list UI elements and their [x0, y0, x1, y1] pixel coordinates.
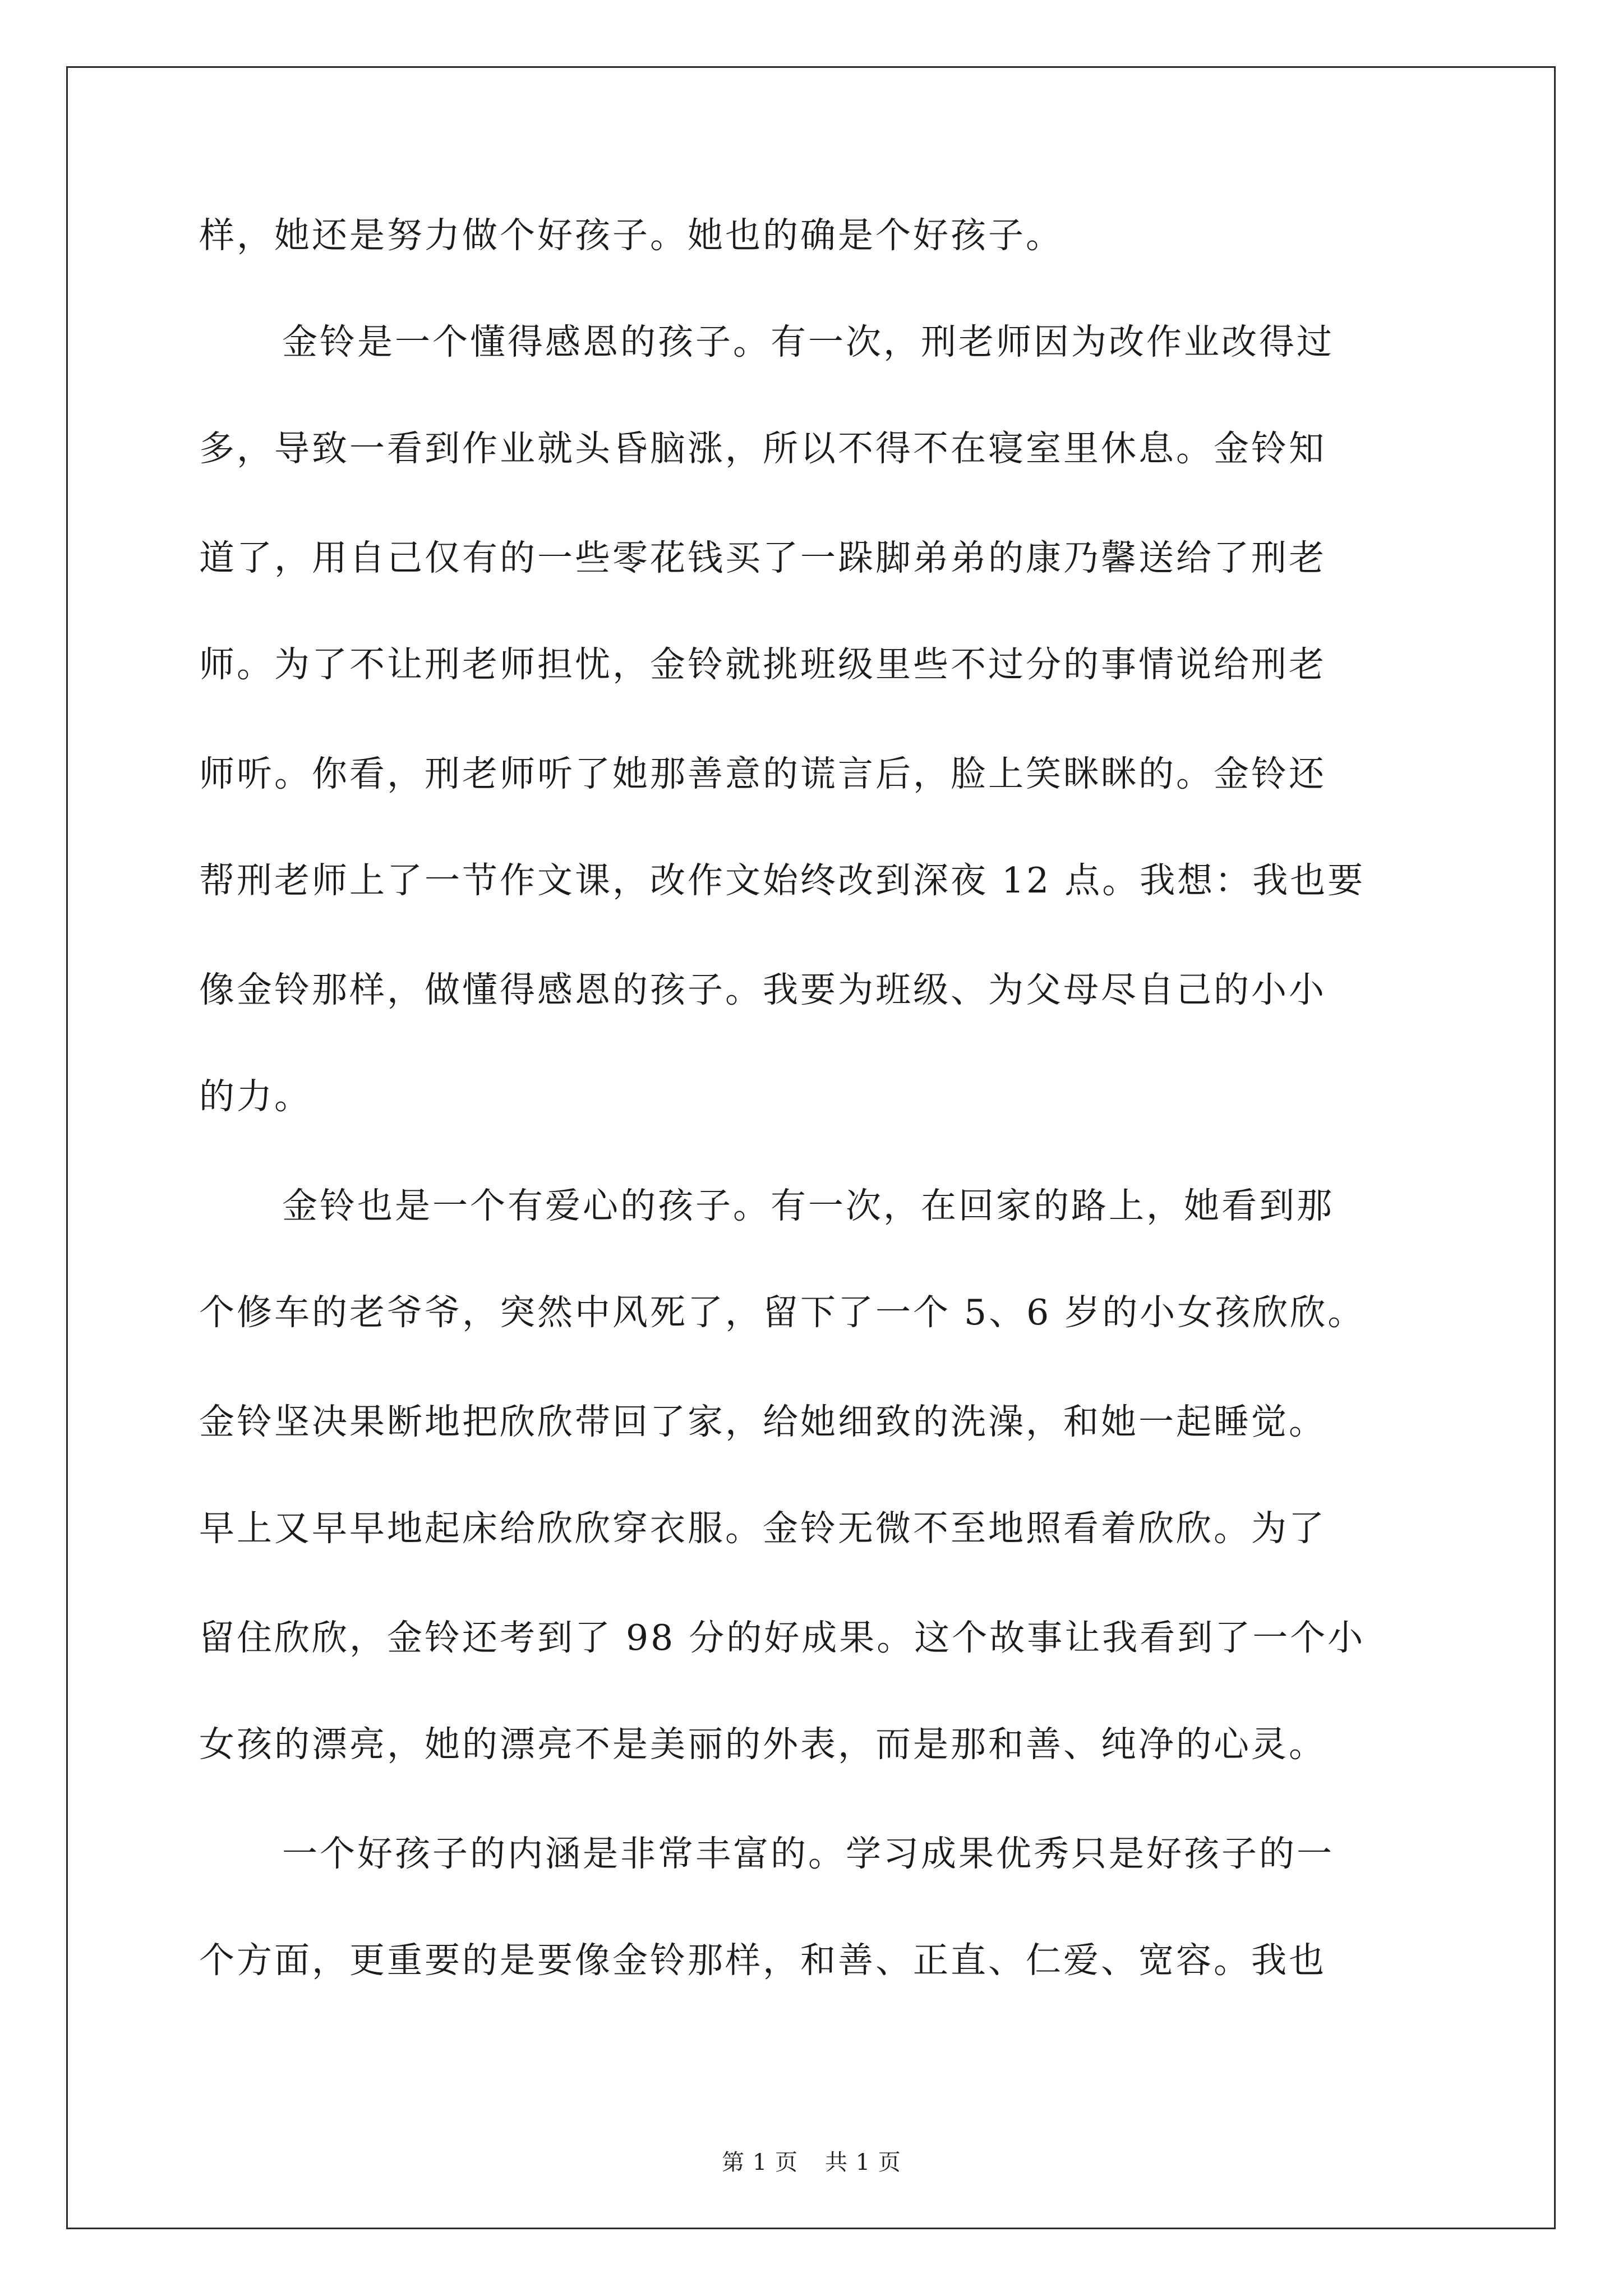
text-line: 金铃坚决果断地把欣欣带回了家，给她细致的洗澡，和她一起睡觉。: [199, 1401, 1326, 1442]
paragraph-start-line: 一个好孩子的内涵是非常丰富的。学习成果优秀只是好孩子的一: [282, 1833, 1334, 1874]
paragraph-start-line: 金铃是一个懂得感恩的孩子。有一次，刑老师因为改作业改得过: [282, 321, 1334, 362]
text-line: 个修车的老爷爷，突然中风死了，留下了一个 5、6 岁的小女孩欣欣。: [199, 1292, 1366, 1333]
text-line: 多，导致一看到作业就头昏脑涨，所以不得不在寝室里休息。金铃知: [199, 428, 1326, 469]
page-footer: [0, 2148, 1623, 2177]
text-line: 像金铃那样，做懂得感恩的孩子。我要为班级、为父母尽自己的小小: [199, 969, 1326, 1010]
text-line: 道了，用自己仅有的一些零花钱买了一跺脚弟弟的康乃馨送给了刑老: [199, 537, 1326, 578]
text-line: 留住欣欣，金铃还考到了 98 分的好成果。这个故事让我看到了一个小: [199, 1617, 1366, 1658]
text-line: 样，她还是努力做个好孩子。她也的确是个好孩子。: [199, 215, 1063, 256]
page-border: [66, 66, 1556, 2229]
paragraph-start-line: 金铃也是一个有爱心的孩子。有一次，在回家的路上，她看到那: [282, 1185, 1334, 1226]
text-line: 的力。: [199, 1076, 312, 1117]
text-line: 师。为了不让刑老师担忧，金铃就挑班级里些不过分的事情说给刑老: [199, 644, 1326, 685]
page-total: 共 1 页: [825, 2150, 901, 2175]
text-line: 师听。你看，刑老师听了她那善意的谎言后，脸上笑眯眯的。金铃还: [199, 753, 1326, 794]
page-number: 第 1 页: [722, 2150, 798, 2175]
text-line: 早上又早早地起床给欣欣穿衣服。金铃无微不至地照看着欣欣。为了: [199, 1508, 1326, 1549]
text-line: 个方面，更重要的是要像金铃那样，和善、正直、仁爱、宽容。我也: [199, 1940, 1326, 1981]
text-line: 女孩的漂亮，她的漂亮不是美丽的外表，而是那和善、纯净的心灵。: [199, 1724, 1326, 1765]
text-line: 帮刑老师上了一节作文课，改作文始终改到深夜 12 点。我想：我也要: [199, 860, 1366, 901]
